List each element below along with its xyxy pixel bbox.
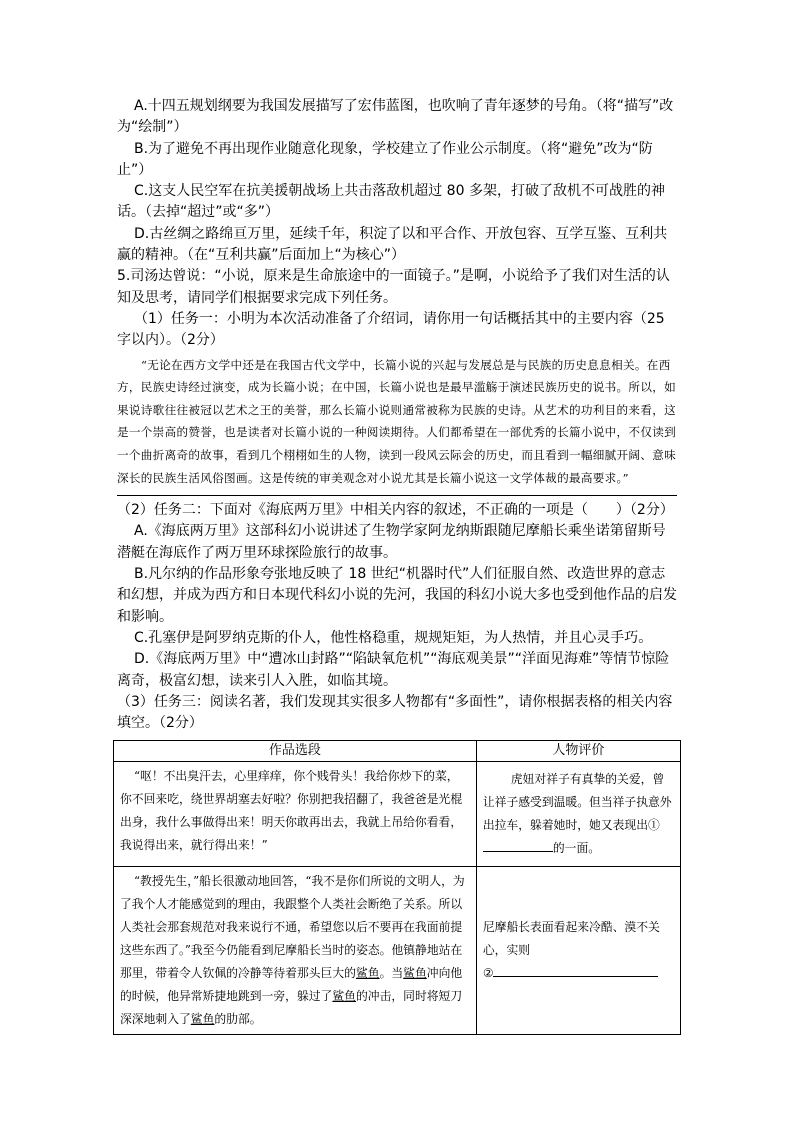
excerpt-text-huniu: “呕！不出臭汗去，心里痒痒，你个贱骨头！我给你炒下的菜，你不回来吃，绕世界胡塞去好啦？你别把我招翻了，我爸爸是光棍出身，我什么事做得出来！明天你敢再出去，我就上吊给你看看，我说得出来，就行得出来！” xyxy=(120,769,463,852)
excerpt-cell-huniu xyxy=(114,762,477,867)
q5-intro: 5.司汤达曾说：“小说，原来是生命旅途中的一面镜子。”是啊，小说给予了我们对生活的认知及思考，请同学们根据要求完成下列任务。 xyxy=(117,268,670,306)
task2-prompt xyxy=(117,500,677,521)
table-row xyxy=(114,867,681,1035)
underlined-word: 鲨鱼 xyxy=(403,966,427,980)
character-table xyxy=(113,740,681,1035)
task3-prompt: （3）任务三：阅读名著，我们发现其实很多人物都有“多面性”，请你根据表格的相关内容填空。（2分） xyxy=(117,693,673,732)
evaluation-blank-line xyxy=(483,962,674,985)
task1-quote: “无论在西方文学中还是在我国古代文学中，长篇小说的兴起与发展总是与民族的历史息息相关。在西方，民族史诗经过演变，成为长篇小说；在中国，长篇小说也是最早滥觞于演述民族历史的说书。所以，如果说诗歌往往被冠以艺术之王的美誉，那么长篇小说则通常被称为民族的史诗。从艺术的功利目的来看，这是一个崇高的赞誉，也是读者对长篇小说的一种阅读期待。人们都希望在一部优秀的长篇小说中，不仅读到一个曲折离奇的故事，看到几个栩栩如生的人物，读到一段风云际会的历史，而且看到一幅细腻开阔、意味深长的民族生活风俗图画。这是传统的审美观念对小说尤其是长篇小说这一文学体裁的最高要求。” xyxy=(117,357,677,485)
task2-option-b: B.凡尔纳的作品形象夸张地反映了 18 世纪“机器时代”人们征服自然、改造世界的意志和幻想，并成为西方和日本现代科幻小说的先河，我国的科幻小说大多也受到他作品的启发和影响。 xyxy=(117,566,677,625)
excerpt-text-nemo xyxy=(120,870,470,1031)
q4-option-b: B.为了避免不再出现作业随意化现象，学校建立了作业公示制度。（将“避免”改为“防止”） xyxy=(117,140,653,178)
excerpt-part: 。当 xyxy=(379,966,404,980)
underlined-word: 鲨鱼 xyxy=(190,1012,215,1026)
task2-option-a: A.《海底两万里》这部科幻小说讲述了生物学家阿龙纳斯跟随尼摩船长乘坐诺第留斯号潜艇在海底作了两万里环球探险旅行的故事。 xyxy=(117,523,666,561)
task2-prompt-start: （2）任务二：下面对《海底两万里》中相关内容的叙述，不正确的一项是（ xyxy=(117,502,588,519)
task2-option-d: D.《海底两万里》中“遭冰山封路”“陷缺氧危机”“海底观美景”“洋面见海难”等情节惊险离奇，极富幻想，读来引人入胜，如临其境。 xyxy=(117,651,670,689)
blank-number-2: ② xyxy=(482,966,494,980)
evaluation-text-huniu xyxy=(483,768,674,860)
eval-text-start: 虎妞对祥子有真挚的关爱，曾让祥子感受到温暖。但当祥子执意外出拉车，躲着她时，她又表现出 xyxy=(482,772,672,832)
underlined-word: 鲨鱼 xyxy=(355,966,380,980)
evaluation-text-nemo: 尼摩船长表面看起来冷酷、漠不关心，实则 xyxy=(482,920,660,957)
task2-option-c: C.孔塞伊是阿罗纳克斯的仆人，他性格稳重，规规矩矩，为人热情，并且心灵手巧。 xyxy=(134,629,653,646)
eval-text-end: 的一面。 xyxy=(552,841,601,855)
evaluation-cell-huniu xyxy=(476,762,680,867)
table-row xyxy=(114,762,681,867)
task2-prompt-end: ）（2分） xyxy=(615,502,674,519)
answer-line[interactable] xyxy=(117,495,677,496)
q4-option-a: A.十四五规划纲要为我国发展描写了宏伟蓝图，也吹响了青年逐梦的号角。（将“描写”改为“绘制”） xyxy=(117,98,674,136)
task1-prompt: （1）任务一：小明为本次活动准备了介绍词，请你用一句话概括其中的主要内容（25 字以内）。（2分） xyxy=(117,310,665,349)
underlined-word: 鲨鱼 xyxy=(332,989,356,1003)
header-evaluation: 人物评价 xyxy=(476,741,680,762)
excerpt-part: 的冲击，同时将短刀深深地刺入了 xyxy=(120,989,463,1026)
excerpt-part: “教授先生，”船长很激动地回答，“我不是你们所说的文明人，为了我个人才能感觉到的理由，我跟整个人类社会断绝了关系。所以人类社会那套规范对我来说行不通，希望您以后不要再在我面前提这些东西了。”我至今仍能看到尼摩船长当时的姿态。他镇静地站在那里，带着令人钦佩的冷静等待着那头巨大的 xyxy=(120,874,465,980)
excerpt-part: 的肋部。 xyxy=(214,1012,262,1026)
exam-page xyxy=(117,96,677,734)
answer-blank-1[interactable] xyxy=(483,837,553,852)
excerpt-cell-nemo xyxy=(114,867,477,1035)
table-header-row xyxy=(114,741,681,762)
excerpt-part: 冲向他的时候，他异常矫捷地跳到一旁，躲过了 xyxy=(120,966,463,1003)
evaluation-cell-nemo xyxy=(476,867,680,1035)
q4-option-c: C.这支人民空军在抗美援朝战场上共击落敌机超过 80 多架，打破了敌机不可战胜的神话。（去掉“超过”或“多”） xyxy=(117,183,665,221)
header-excerpt: 作品选段 xyxy=(114,741,477,762)
blank-number-1: ① xyxy=(648,818,660,832)
answer-blank-2[interactable] xyxy=(493,962,658,977)
q4-option-d: D.古丝绸之路绵亘万里，延续千年，积淀了以和平合作、开放包容、互学互鉴、互利共赢的精神。（在“互利共赢”后面加上“为核心”） xyxy=(117,225,668,264)
